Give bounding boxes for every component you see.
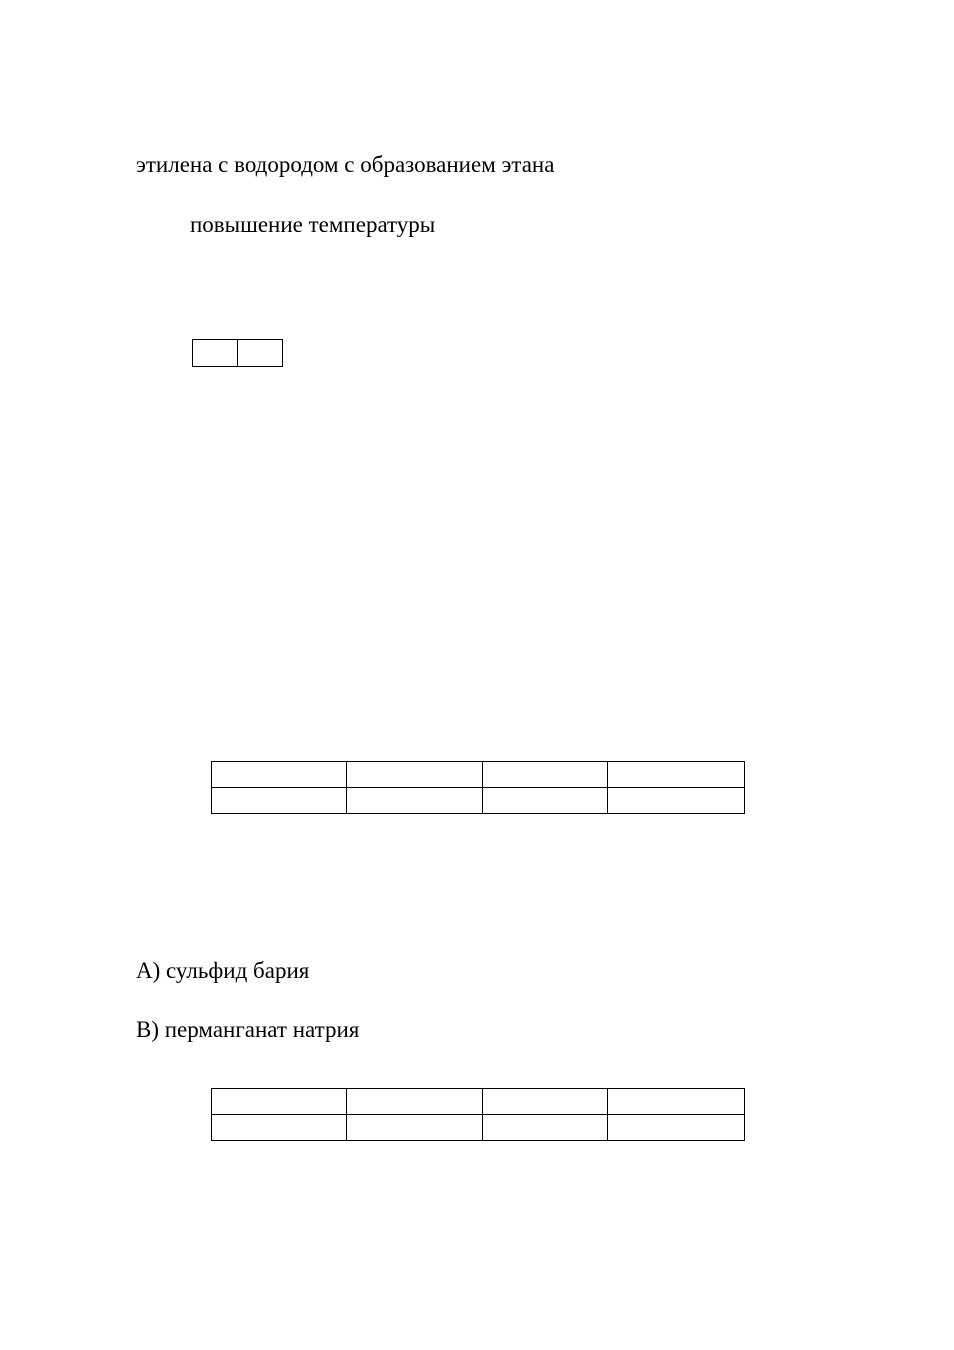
- table-cell[interactable]: [608, 788, 745, 814]
- table-cell[interactable]: [347, 1089, 483, 1115]
- table-cell[interactable]: [483, 1115, 608, 1141]
- table-cell[interactable]: [347, 762, 483, 788]
- table-cell[interactable]: [212, 1115, 347, 1141]
- table-cell[interactable]: [483, 788, 608, 814]
- table-row: [212, 788, 745, 814]
- condition-text: повышение температуры: [190, 212, 436, 237]
- answer-box-cell[interactable]: [238, 340, 283, 367]
- table-cell[interactable]: [608, 762, 745, 788]
- table-cell[interactable]: [212, 788, 347, 814]
- table-cell[interactable]: [347, 788, 483, 814]
- table-cell[interactable]: [608, 1089, 745, 1115]
- table-row: [212, 1089, 745, 1115]
- table-cell[interactable]: [212, 762, 347, 788]
- option-b-text: В) перманганат натрия: [136, 1017, 360, 1042]
- table-cell[interactable]: [347, 1115, 483, 1141]
- answer-table-1: [211, 761, 745, 814]
- table-cell[interactable]: [483, 1089, 608, 1115]
- answer-box: [192, 339, 283, 367]
- table-row: [212, 762, 745, 788]
- reaction-text: этилена с водородом с образованием этана: [136, 152, 555, 177]
- table-cell[interactable]: [608, 1115, 745, 1141]
- answer-box-row: [193, 340, 283, 367]
- table-cell[interactable]: [212, 1089, 347, 1115]
- option-a-text: А) сульфид бария: [136, 958, 310, 983]
- table-row: [212, 1115, 745, 1141]
- answer-table-2: [211, 1088, 745, 1141]
- table-cell[interactable]: [483, 762, 608, 788]
- answer-box-cell[interactable]: [193, 340, 238, 367]
